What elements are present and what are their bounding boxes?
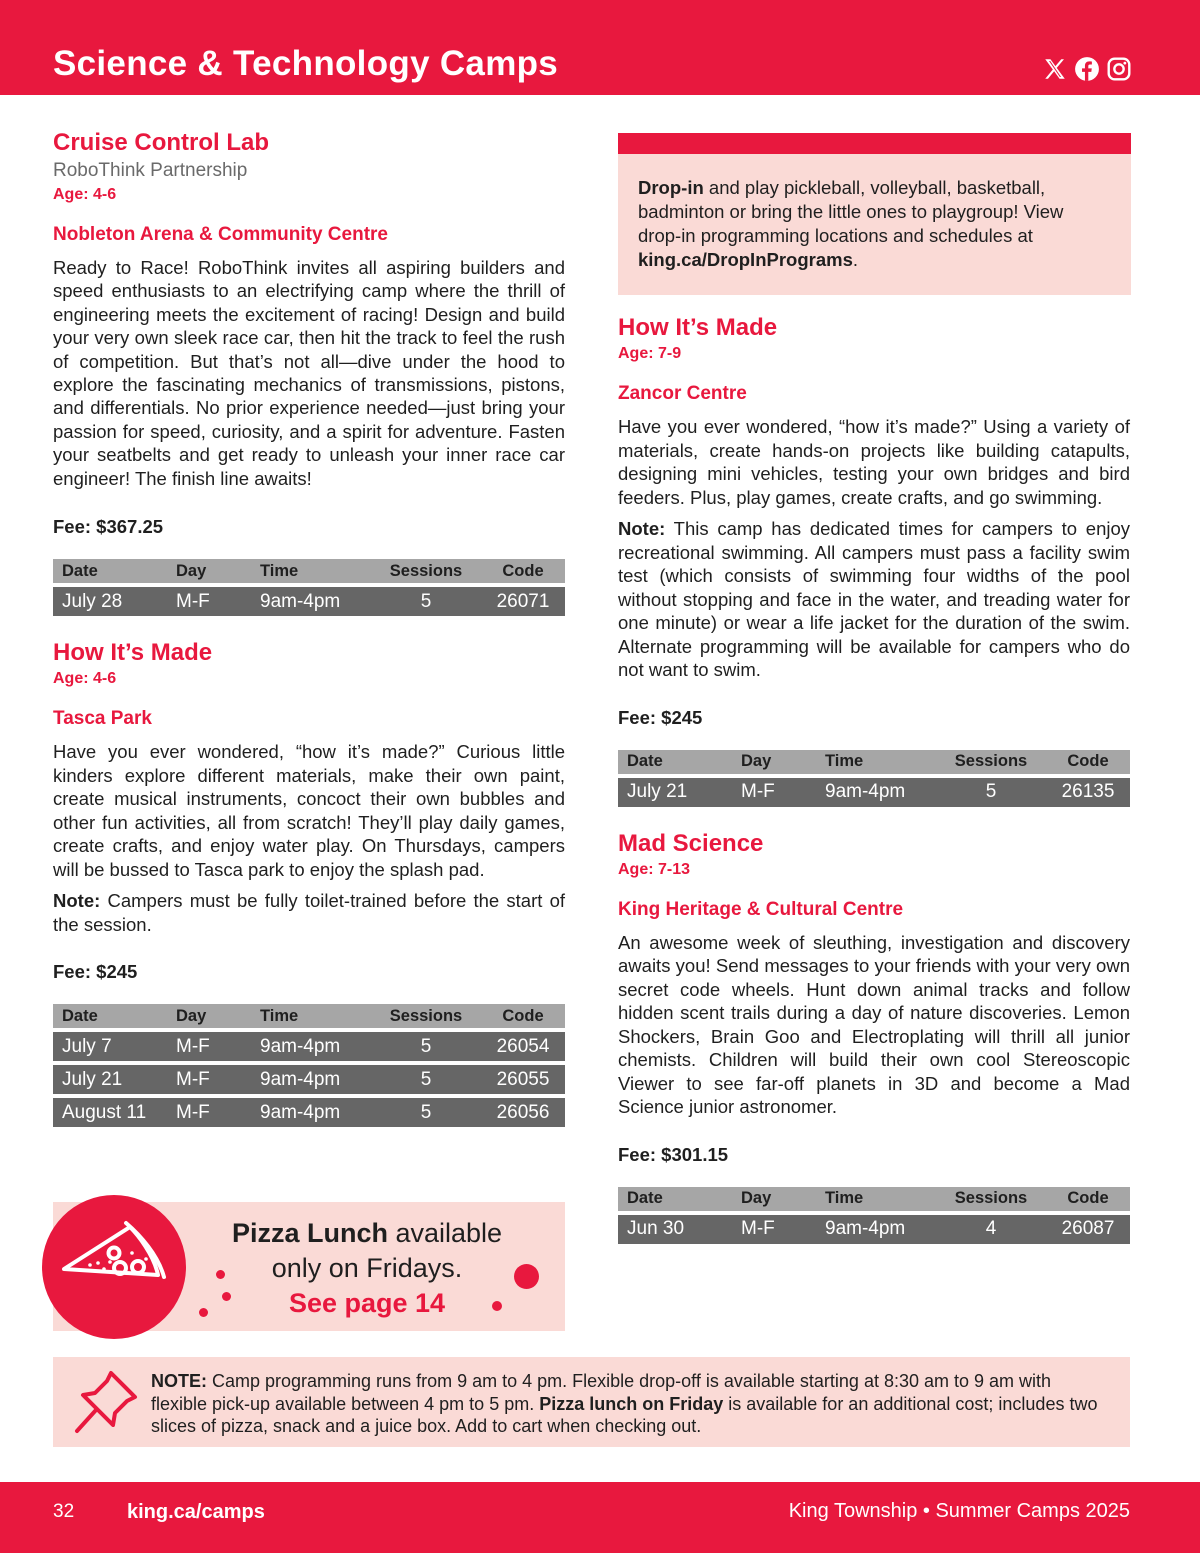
cell-date: July 21 xyxy=(618,778,732,807)
decorative-dot xyxy=(492,1301,502,1311)
cell-sessions: 4 xyxy=(936,1215,1046,1244)
table-row xyxy=(53,587,565,616)
camp-title: Mad Science xyxy=(618,829,764,857)
cell-date: July 28 xyxy=(53,587,167,616)
cell-time: 9am-4pm xyxy=(251,1098,371,1127)
pushpin-icon xyxy=(67,1363,145,1441)
column-header: Day xyxy=(167,559,251,583)
column-header: Sessions xyxy=(936,750,1046,774)
cell-sessions: 5 xyxy=(371,587,481,616)
table-header-row xyxy=(618,750,1130,774)
table-header-row xyxy=(618,1187,1130,1211)
camp-description: Ready to Race! RoboThink invites all aspiring builders and speed enthusiasts to an electrifying camp where the thrill of engineering meets the excitement of racing! Design and build your very own sleek race car, then hit the track to feel the rush of competition. But that’s not all—dive under the hood to explore the fascinating mechanics of transmissions, pistons, and differentials. No prior experience needed—just bring your passion for speed, curiosity, and a spirit for adventure. Fasten your seatbelts and get ready to unleash your inner race car engineer! The finish line awaits! xyxy=(53,257,565,489)
camp-age: Age: 7-13 xyxy=(618,860,691,878)
camp-age: Age: 4-6 xyxy=(53,670,117,688)
column-header: Sessions xyxy=(371,559,481,583)
schedule-table xyxy=(53,555,565,620)
footer-url[interactable]: king.ca/camps xyxy=(127,1501,265,1523)
cell-sessions: 5 xyxy=(371,1032,481,1061)
column-header: Day xyxy=(732,750,816,774)
camp-description: Have you ever wondered, “how it’s made?” Curious little kinders explore different materials, make their own paint, create musical instruments, concoct their own bubbles and other fun activities, all from scratch! They’ll play daily games, create crafts, and enjoy water play. On Thursdays, campers will be bussed to Tasca park to enjoy the splash pad. xyxy=(53,741,565,880)
pizza-badge xyxy=(42,1195,186,1339)
camp-partner: RoboThink Partnership xyxy=(53,160,248,181)
table-header-row xyxy=(53,559,565,583)
camp-title: How It’s Made xyxy=(618,314,778,341)
cell-code: 26054 xyxy=(481,1032,565,1061)
x-icon[interactable] xyxy=(1042,56,1068,82)
camp-how-its-made-7-9 xyxy=(618,313,1130,811)
column-header: Time xyxy=(816,750,936,774)
column-header: Time xyxy=(251,559,371,583)
camp-cruise-control-lab xyxy=(53,128,565,620)
note-label: NOTE: xyxy=(151,1371,207,1391)
page-footer xyxy=(0,1482,1200,1553)
note-text: This camp has dedicated times for campers to enjoy recreational swimming. All campers must pass a facility swim test (which consists of swimming four widths of the pool without stopping and face in the water, and treading water for one minute) or wear a life jacket for the duration of the swim. Alternate programming will be available for campers who do not want to swim. xyxy=(618,518,1131,680)
cell-time: 9am-4pm xyxy=(251,587,371,616)
note-text-part: Camp programming runs from 9 am to 4 pm. Flexible drop-off is available starting at 8:30 am to 9 am with flexible pick-up available between 4 pm to 5 pm. xyxy=(151,1371,1052,1414)
note-label: Note: xyxy=(53,890,101,912)
note-text-part: is available for an additional cost; includes two slices of pizza, snack and a juice box. Add to cart when checking out. xyxy=(151,1393,1098,1436)
cell-code: 26056 xyxy=(481,1098,565,1127)
column-header: Date xyxy=(53,1004,167,1028)
table-row xyxy=(53,1032,565,1061)
camp-description: Have you ever wondered, “how it’s made?” Using a variety of materials, create hands-on projects like building catapults, designing mini vehicles, testing your own bridges and bird feeders. Plus, play games, create crafts, and go swimming. xyxy=(618,416,1130,508)
camp-note xyxy=(618,517,1130,682)
schedule-table xyxy=(53,1000,565,1131)
camp-title: How It’s Made xyxy=(53,639,213,667)
camp-venue: Zancor Centre xyxy=(618,383,747,404)
pizza-bold: Pizza Lunch xyxy=(231,1218,388,1248)
footer-publication xyxy=(789,1500,1130,1523)
cell-day: M-F xyxy=(167,1065,251,1094)
dropin-lead: Drop-in xyxy=(638,177,704,198)
column-header: Code xyxy=(481,1004,565,1028)
cell-date: August 11 xyxy=(53,1098,167,1127)
cell-code: 26055 xyxy=(481,1065,565,1094)
cell-date: July 21 xyxy=(53,1065,167,1094)
footer-title: Summer Camps 2025 xyxy=(935,1500,1130,1522)
footer-org: King Township xyxy=(788,1500,918,1522)
column-header: Time xyxy=(816,1187,936,1211)
camp-fee: Fee: $301.15 xyxy=(618,1143,729,1165)
decorative-dot xyxy=(222,1292,231,1301)
cell-sessions: 5 xyxy=(371,1098,481,1127)
camp-venue: King Heritage & Cultural Centre xyxy=(618,898,904,920)
cell-code: 26087 xyxy=(1046,1215,1130,1244)
cell-day: M-F xyxy=(732,1215,816,1244)
cell-date: Jun 30 xyxy=(618,1215,732,1244)
table-row xyxy=(53,1098,565,1127)
column-header: Sessions xyxy=(936,1187,1046,1211)
camp-title: Cruise Control Lab xyxy=(53,129,270,156)
pizza-friday-bold: Pizza lunch on Friday xyxy=(539,1393,724,1414)
column-header: Day xyxy=(167,1004,251,1028)
camp-fee: Fee: $245 xyxy=(618,706,703,728)
dropin-text: and play pickleball, volleyball, basketball, badminton or bring the little ones to playgroup! View drop-in programming locations and schedules at xyxy=(638,177,1064,246)
column-header: Code xyxy=(1046,1187,1130,1211)
page-title: Science & Technology Camps xyxy=(53,44,559,83)
column-header: Date xyxy=(53,559,167,583)
cell-time: 9am-4pm xyxy=(816,1215,936,1244)
camp-how-its-made-4-6 xyxy=(53,638,565,1131)
facebook-icon[interactable] xyxy=(1074,56,1100,82)
cell-sessions: 5 xyxy=(371,1065,481,1094)
column-header: Date xyxy=(618,750,732,774)
left-column xyxy=(53,128,565,1131)
column-header: Code xyxy=(481,559,565,583)
cell-sessions: 5 xyxy=(936,778,1046,807)
cell-day: M-F xyxy=(167,587,251,616)
cell-code: 26071 xyxy=(481,587,565,616)
page-header xyxy=(0,0,1200,95)
pizza-line-1-rest: available xyxy=(387,1218,503,1248)
table-header-row xyxy=(53,1004,565,1028)
camp-mad-science xyxy=(618,829,1130,1248)
footer-separator: • xyxy=(922,1500,930,1522)
cell-time: 9am-4pm xyxy=(251,1032,371,1061)
instagram-icon[interactable] xyxy=(1106,56,1132,82)
note-text: Campers must be fully toilet-trained before the start of the session. xyxy=(53,890,566,935)
camp-age: Age: 4-6 xyxy=(53,186,117,203)
page-number: 32 xyxy=(53,1501,75,1522)
pizza-lunch-text xyxy=(196,1216,538,1321)
camp-description: An awesome week of sleuthing, investigation and discovery awaits you! Send messages to your friends with your very own secret code wheels. Hunt down animal tracks and follow hidden scent trails during a day of nature discoveries. Lemon Shockers, Brain Goo and Electroplating will thrill all junior chemists. Children will build their own cool Stereoscopic Viewer to see far-off planets in 3D and become a Mad Science junior astronomer. xyxy=(618,931,1130,1117)
cell-date: July 7 xyxy=(53,1032,167,1061)
dropin-end: . xyxy=(852,249,858,270)
cell-day: M-F xyxy=(167,1032,251,1061)
column-header: Time xyxy=(251,1004,371,1028)
column-header: Sessions xyxy=(371,1004,481,1028)
table-row xyxy=(618,778,1130,807)
cell-day: M-F xyxy=(167,1098,251,1127)
table-row xyxy=(618,1215,1130,1244)
programming-note-text xyxy=(151,1370,1111,1438)
schedule-table xyxy=(618,1183,1130,1248)
camp-venue: Nobleton Arena & Community Centre xyxy=(53,224,388,245)
dropin-callout xyxy=(618,133,1131,295)
column-header: Date xyxy=(618,1187,732,1211)
cell-time: 9am-4pm xyxy=(816,778,936,807)
pizza-slice-icon xyxy=(42,1195,186,1339)
camp-age: Age: 7-9 xyxy=(618,345,682,362)
camp-note xyxy=(53,889,565,936)
decorative-dot xyxy=(514,1264,539,1289)
camp-fee: Fee: $367.25 xyxy=(53,516,164,538)
decorative-dot xyxy=(216,1270,225,1279)
dropin-link[interactable]: king.ca/DropInPrograms xyxy=(638,249,853,270)
cell-day: M-F xyxy=(732,778,816,807)
schedule-table xyxy=(618,746,1130,811)
right-column xyxy=(618,133,1130,1248)
see-page-link[interactable]: See page 14 xyxy=(288,1288,446,1318)
cell-time: 9am-4pm xyxy=(251,1065,371,1094)
column-header: Day xyxy=(732,1187,816,1211)
social-icons xyxy=(1042,56,1132,82)
decorative-dot xyxy=(199,1308,208,1317)
cell-code: 26135 xyxy=(1046,778,1130,807)
pizza-line-2: only on Fridays. xyxy=(271,1253,463,1283)
column-header: Code xyxy=(1046,750,1130,774)
table-row xyxy=(53,1065,565,1094)
note-label: Note: xyxy=(618,518,666,539)
camp-venue: Tasca Park xyxy=(53,708,152,730)
pizza-line-1 xyxy=(196,1216,538,1251)
camp-fee: Fee: $245 xyxy=(53,961,138,983)
